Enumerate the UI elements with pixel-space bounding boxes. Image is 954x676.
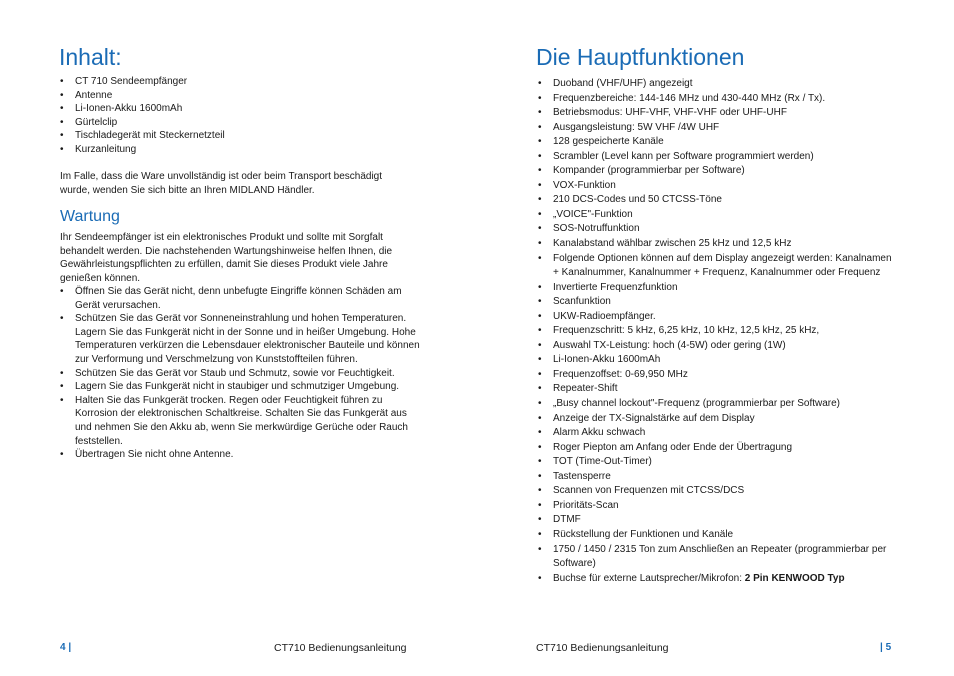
features-title: Die Hauptfunktionen: [536, 44, 745, 70]
list-item: • VOX-Funktion: [538, 179, 892, 194]
list-item: • Prioritäts-Scan: [538, 499, 892, 514]
incomplete-delivery-notice: Im Falle, dass die Ware unvollständig ist oder beim Transport beschädigt wurde, wenden Sie sich bitte an Ihren MIDLAND Händler.: [60, 171, 383, 196]
list-item: • Antenne: [60, 89, 430, 103]
list-item: • 1750 / 1450 / 2315 Ton zum Anschließen an Repeater (programmierbar per Software): [538, 543, 892, 572]
list-item: • Kompander (programmierbar per Software): [538, 164, 892, 179]
right-page: [477, 0, 954, 676]
list-item: • Invertierte Frequenzfunktion: [538, 281, 892, 296]
list-item: • Frequenzoffset: 0-69,950 MHz: [538, 368, 892, 383]
list-item: • Li-Ionen-Akku 1600mAh: [60, 102, 430, 116]
footer-doc-title: CT710 Bedienungsanleitung: [536, 642, 669, 654]
maintenance-list: [60, 285, 420, 462]
list-item: • Schützen Sie das Gerät vor Staub und Schmutz, sowie vor Feuchtigkeit.: [60, 367, 420, 381]
list-item: • Übertragen Sie nicht ohne Antenne.: [60, 448, 420, 462]
list-item: • Schützen Sie das Gerät vor Sonneneinstrahlung und hohen Temperaturen. Lagern Sie das Funkgerät nicht in der Sonne und in heißer Umgebung. Hohe Temperaturen verkürzen die Lebensdauer elektronischer Bauteile und können zur Verformung und Verschmelzung von Kunststoffteilen führen.: [60, 312, 420, 366]
list-item: • Frequenzschritt: 5 kHz, 6,25 kHz, 10 kHz, 12,5 kHz, 25 kHz,: [538, 324, 892, 339]
list-item: • Alarm Akku schwach: [538, 426, 892, 441]
list-item: • 210 DCS-Codes und 50 CTCSS-Töne: [538, 193, 892, 208]
page-number: 4 |: [60, 642, 72, 653]
list-item: • Kanalabstand wählbar zwischen 25 kHz und 12,5 kHz: [538, 237, 892, 252]
connector-type: 2 Pin KENWOOD Typ: [744, 572, 845, 584]
list-item: • Roger Piepton am Anfang oder Ende der Übertragung: [538, 441, 892, 456]
list-item: • Öffnen Sie das Gerät nicht, denn unbefugte Eingriffe können Schäden am Gerät verursachen.: [60, 285, 420, 312]
list-item: • DTMF: [538, 513, 892, 528]
list-item: • TOT (Time-Out-Timer): [538, 455, 892, 470]
maintenance-title: Wartung: [60, 208, 120, 225]
list-item-connector: [538, 572, 892, 587]
list-item: • 128 gespeicherte Kanäle: [538, 135, 892, 150]
list-item: • Li-Ionen-Akku 1600mAh: [538, 353, 892, 368]
contents-list: [60, 75, 430, 157]
list-item: • Tastensperre: [538, 470, 892, 485]
list-item: • Halten Sie das Funkgerät trocken. Regen oder Feuchtigkeit führen zu Korrosion der elektronischen Schaltkreise. Schalten Sie das Funkgerät aus und nehmen Sie den Akku ab, wenn Sie merkwürdige Gerüche oder Rauch feststellen.: [60, 394, 420, 448]
list-item: • Auswahl TX-Leistung: hoch (4-5W) oder gering (1W): [538, 339, 892, 354]
list-item: • „Busy channel lockout"-Frequenz (programmierbar per Software): [538, 397, 892, 412]
page-number: | 5: [880, 642, 892, 653]
contents-title: Inhalt:: [59, 44, 122, 70]
connector-label: Buchse für externe Lautsprecher/Mikrofon:: [553, 572, 745, 584]
list-item: • Duoband (VHF/UHF) angezeigt: [538, 77, 892, 92]
list-item: • Scannen von Frequenzen mit CTCSS/DCS: [538, 484, 892, 499]
list-item: • Betriebsmodus: UHF-VHF, VHF-VHF oder UHF-UHF: [538, 106, 892, 121]
list-item: • CT 710 Sendeempfänger: [60, 75, 430, 89]
list-item: • UKW-Radioempfänger.: [538, 310, 892, 325]
maintenance-intro: Ihr Sendeempfänger ist ein elektronisches Produkt und sollte mit Sorgfalt behandelt werden. Die nachstehenden Wartungshinweise helfen Ihnen, die Gewährleistungspflichten zu erfüllen, damit Sie dieses Produkt viele Jahre genießen können.: [60, 232, 393, 284]
list-item: • Gürtelclip: [60, 116, 430, 130]
footer-doc-title: CT710 Bedienungsanleitung: [274, 642, 407, 654]
list-item: • Rückstellung der Funktionen und Kanäle: [538, 528, 892, 543]
list-item: • Anzeige der TX-Signalstärke auf dem Display: [538, 412, 892, 427]
list-item: • „VOICE"-Funktion: [538, 208, 892, 223]
list-item: • SOS-Notruffunktion: [538, 222, 892, 237]
list-item: • Tischladegerät mit Steckernetzteil: [60, 129, 430, 143]
list-item: • Ausgangsleistung: 5W VHF /4W UHF: [538, 121, 892, 136]
list-item: • Lagern Sie das Funkgerät nicht in staubiger und schmutziger Umgebung.: [60, 380, 420, 394]
list-item: • Folgende Optionen können auf dem Display angezeigt werden: Kanalnamen + Kanalnummer, Kanalnummer + Frequenz, Kanalnummer oder Frequenz: [538, 252, 892, 281]
list-item: • Scrambler (Level kann per Software programmiert werden): [538, 150, 892, 165]
features-list: [538, 77, 892, 586]
list-item: • Frequenzbereiche: 144-146 MHz und 430-440 MHz (Rx / Tx).: [538, 92, 892, 107]
list-item: • Kurzanleitung: [60, 143, 430, 157]
list-item: • Repeater-Shift: [538, 382, 892, 397]
list-item: • Scanfunktion: [538, 295, 892, 310]
